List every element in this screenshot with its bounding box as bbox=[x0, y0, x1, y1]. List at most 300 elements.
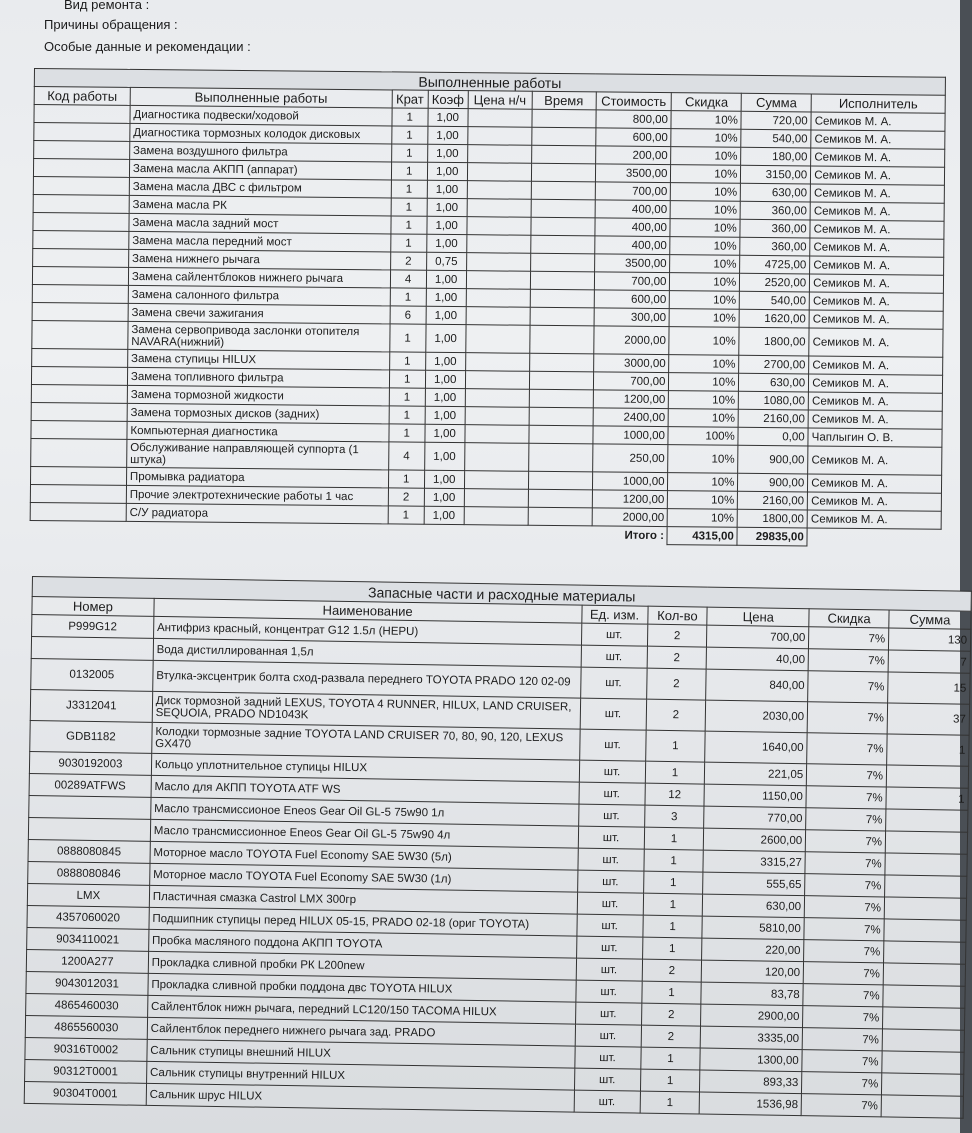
work-executor: Семиков М. А. bbox=[810, 220, 944, 239]
work-krat: 1 bbox=[391, 126, 427, 144]
work-krat: 1 bbox=[391, 180, 427, 198]
work-discount: 100% bbox=[668, 427, 738, 446]
part-price: 5810,00 bbox=[702, 916, 804, 940]
work-time bbox=[529, 425, 593, 444]
part-number: 4865460030 bbox=[26, 993, 148, 1017]
work-executor: Семиков М. А. bbox=[808, 474, 942, 493]
part-quantity: 2 bbox=[642, 959, 702, 982]
work-sum: 540,00 bbox=[741, 129, 811, 148]
work-discount: 10% bbox=[671, 165, 741, 184]
part-sum bbox=[886, 765, 968, 788]
part-unit: шт. bbox=[575, 1002, 641, 1025]
total-empty bbox=[807, 528, 941, 547]
part-sum: 37 bbox=[887, 703, 969, 735]
work-name: Замена масла передний мост bbox=[129, 231, 391, 252]
part-discount: 7% bbox=[808, 649, 888, 672]
part-discount: 7% bbox=[803, 984, 883, 1007]
part-name: Кольцо уплотнительное ступицы HILUX bbox=[151, 753, 579, 782]
work-code bbox=[31, 402, 127, 421]
work-sum: 3150,00 bbox=[741, 165, 811, 184]
part-unit: шт. bbox=[580, 698, 646, 730]
part-unit: шт. bbox=[578, 826, 644, 849]
part-sum: 15 bbox=[888, 672, 970, 704]
work-executor: Семиков М. А. bbox=[811, 166, 945, 185]
work-sum: 0,00 bbox=[738, 427, 808, 446]
work-krat: 1 bbox=[388, 470, 424, 488]
works-column-header: Цена н/ч bbox=[468, 91, 532, 110]
parts-column-header: Кол-во bbox=[647, 606, 707, 625]
work-krat: 1 bbox=[391, 198, 427, 216]
work-krat: 4 bbox=[388, 442, 424, 470]
work-code bbox=[31, 366, 127, 385]
part-number: 90316T0002 bbox=[25, 1037, 147, 1061]
work-name: Обслуживание направляющей суппорта (1 штука) bbox=[127, 439, 389, 470]
work-cost: 3000,00 bbox=[593, 354, 669, 373]
work-discount: 10% bbox=[671, 129, 741, 148]
work-executor: Семиков М. А. bbox=[811, 112, 945, 131]
part-price: 770,00 bbox=[704, 806, 806, 830]
work-executor: Семиков М. А. bbox=[809, 310, 943, 329]
part-sum bbox=[883, 1007, 965, 1030]
work-krat: 1 bbox=[389, 388, 425, 406]
parts-column-header: Скидка bbox=[809, 609, 889, 628]
work-cost: 300,00 bbox=[594, 308, 670, 327]
works-table bbox=[29, 68, 945, 548]
work-koef: 1,00 bbox=[425, 370, 465, 388]
part-quantity: 12 bbox=[645, 783, 705, 806]
work-discount: 10% bbox=[671, 201, 741, 220]
part-quantity: 2 bbox=[646, 699, 706, 731]
work-koef: 1,00 bbox=[425, 406, 465, 424]
part-unit: шт. bbox=[579, 760, 645, 783]
part-unit: шт. bbox=[574, 1046, 640, 1069]
part-unit: шт. bbox=[576, 936, 642, 959]
part-unit: шт. bbox=[578, 848, 644, 871]
works-title: Выполненные работы bbox=[34, 69, 945, 96]
work-sum: 1800,00 bbox=[737, 509, 807, 528]
work-sum: 1080,00 bbox=[739, 391, 809, 410]
work-cost: 2000,00 bbox=[592, 508, 668, 527]
work-discount: 10% bbox=[671, 183, 741, 202]
part-discount: 7% bbox=[809, 627, 889, 650]
work-sum: 2160,00 bbox=[738, 491, 808, 510]
part-unit: шт. bbox=[575, 1024, 641, 1047]
work-cost: 700,00 bbox=[594, 272, 670, 291]
work-time bbox=[529, 389, 593, 408]
part-number bbox=[28, 817, 150, 841]
work-discount: 10% bbox=[669, 327, 739, 356]
work-koef: 1,00 bbox=[426, 234, 466, 252]
work-code bbox=[33, 159, 129, 178]
work-code bbox=[33, 212, 129, 231]
work-code bbox=[30, 484, 126, 503]
work-hour-price bbox=[466, 235, 530, 254]
part-price: 2600,00 bbox=[704, 828, 806, 852]
part-price: 3335,00 bbox=[701, 1026, 803, 1050]
work-koef: 1,00 bbox=[424, 470, 464, 488]
work-cost: 400,00 bbox=[595, 200, 671, 219]
work-koef: 1,00 bbox=[427, 126, 467, 144]
work-executor: Семиков М. А. bbox=[810, 202, 944, 221]
part-price: 893,33 bbox=[700, 1070, 802, 1094]
work-hour-price bbox=[468, 109, 532, 128]
work-executor: Семиков М. А. bbox=[808, 410, 942, 429]
part-number: 9043012031 bbox=[26, 971, 148, 995]
work-time bbox=[529, 325, 593, 354]
part-discount: 7% bbox=[804, 918, 884, 941]
work-cost: 800,00 bbox=[595, 110, 671, 129]
work-hour-price bbox=[464, 471, 528, 490]
work-name: Замена масла АКПП (аппарат) bbox=[129, 159, 391, 180]
work-krat: 1 bbox=[389, 406, 425, 424]
part-discount: 7% bbox=[801, 1094, 881, 1117]
work-koef: 1,00 bbox=[424, 488, 464, 506]
part-price: 1150,00 bbox=[704, 784, 806, 808]
work-code bbox=[32, 302, 128, 321]
part-sum bbox=[882, 1029, 964, 1052]
part-name: Моторное масло TOYOTA Fuel Economy SAE 5W30 (1л) bbox=[149, 863, 577, 892]
part-number: P999G12 bbox=[32, 615, 154, 639]
work-koef: 1,00 bbox=[424, 442, 464, 470]
work-krat: 1 bbox=[389, 352, 425, 370]
part-number: 9030192003 bbox=[29, 751, 151, 775]
part-price: 3315,27 bbox=[703, 850, 805, 874]
work-name: С/У радиатора bbox=[126, 503, 388, 524]
work-krat: 6 bbox=[390, 306, 426, 324]
works-column-header: Сумма bbox=[741, 93, 811, 112]
part-discount: 7% bbox=[802, 1050, 882, 1073]
part-discount: 7% bbox=[806, 808, 886, 831]
work-cost: 200,00 bbox=[595, 146, 671, 165]
part-name: Сальник ступицы внешний HILUX bbox=[147, 1039, 575, 1068]
part-quantity: 1 bbox=[645, 730, 705, 762]
work-name: Прочие электротехнические работы 1 час bbox=[126, 485, 388, 506]
part-name: Колодки тормозные задние TOYOTA LAND CRUISER 70, 80, 90, 120, LEXUS GX470 bbox=[152, 722, 580, 760]
work-hour-price bbox=[467, 145, 531, 164]
parts-column-header: Наименование bbox=[154, 598, 582, 623]
work-discount: 10% bbox=[670, 291, 740, 310]
part-name: Прокладка сливной пробки поддона двс TOYOTA HILUX bbox=[148, 973, 576, 1002]
work-time bbox=[529, 407, 593, 426]
work-hour-price bbox=[465, 353, 529, 372]
work-executor: Семиков М. А. bbox=[807, 510, 941, 529]
work-koef: 1,00 bbox=[427, 198, 467, 216]
work-sum: 1800,00 bbox=[739, 327, 809, 356]
work-name: Замена сервопривода заслонки отопителя NAVARA(нижний) bbox=[128, 321, 390, 352]
work-koef: 1,00 bbox=[425, 324, 465, 352]
part-sum bbox=[884, 919, 966, 942]
work-krat: 1 bbox=[391, 162, 427, 180]
works-column-header: Время bbox=[532, 91, 596, 110]
part-quantity: 1 bbox=[642, 937, 702, 960]
parts-column-header: Ед. изм. bbox=[581, 605, 647, 624]
work-time bbox=[528, 471, 592, 490]
total-discount: 4315,00 bbox=[667, 527, 737, 546]
part-unit: шт. bbox=[579, 782, 645, 805]
parts-column-header: Номер bbox=[32, 597, 154, 617]
part-discount: 7% bbox=[807, 764, 887, 787]
part-quantity: 1 bbox=[643, 871, 703, 894]
part-sum bbox=[885, 853, 967, 876]
part-number: 1200A277 bbox=[26, 949, 148, 973]
part-discount: 7% bbox=[807, 702, 887, 734]
work-krat: 1 bbox=[389, 424, 425, 442]
part-quantity: 1 bbox=[643, 893, 703, 916]
part-name: Прокладка сливной пробки РК L200new bbox=[148, 951, 576, 980]
work-cost: 600,00 bbox=[595, 128, 671, 147]
work-koef: 1,00 bbox=[425, 388, 465, 406]
work-executor: Семиков М. А. bbox=[811, 148, 945, 167]
work-koef: 1,00 bbox=[427, 162, 467, 180]
work-sum: 1620,00 bbox=[739, 309, 809, 328]
work-code bbox=[31, 420, 127, 439]
work-code bbox=[34, 141, 130, 160]
part-name: Подшипник ступицы перед HILUX 05-15, PRADO 02-18 (ориг TOYOTA) bbox=[149, 907, 577, 936]
work-name: Замена тормозных дисков (задних) bbox=[127, 403, 389, 424]
work-discount: 10% bbox=[668, 445, 738, 474]
work-code bbox=[32, 284, 128, 303]
work-name: Замена свечи зажигания bbox=[128, 303, 390, 324]
work-krat: 2 bbox=[388, 488, 424, 506]
part-number: LMX bbox=[27, 883, 149, 907]
work-code bbox=[33, 248, 129, 267]
work-krat: 1 bbox=[389, 370, 425, 388]
work-executor: Семиков М. А. bbox=[808, 446, 942, 475]
works-column-header: Коэф bbox=[428, 90, 468, 108]
work-time bbox=[529, 353, 593, 372]
special-notes-label: Особые данные и рекомендации : bbox=[44, 39, 251, 54]
part-number: 0888080845 bbox=[28, 839, 150, 863]
part-quantity: 1 bbox=[641, 981, 701, 1004]
work-koef: 1,00 bbox=[426, 288, 466, 306]
part-discount: 7% bbox=[804, 896, 884, 919]
work-krat: 2 bbox=[390, 252, 426, 270]
work-name: Диагностика тормозных колодок дисковых bbox=[130, 123, 392, 144]
work-cost: 1000,00 bbox=[592, 426, 668, 445]
work-hour-price bbox=[464, 443, 528, 472]
work-sum: 4725,00 bbox=[740, 255, 810, 274]
work-hour-price bbox=[466, 289, 530, 308]
work-sum: 900,00 bbox=[738, 473, 808, 492]
part-unit: шт. bbox=[580, 667, 646, 699]
part-number: 4865560030 bbox=[25, 1015, 147, 1039]
part-discount: 7% bbox=[802, 1072, 882, 1095]
part-price: 1640,00 bbox=[705, 731, 807, 764]
work-hour-price bbox=[465, 425, 529, 444]
work-name: Замена сайлентблоков нижнего рычага bbox=[128, 267, 390, 288]
parts-title: Запасные части и расходные материалы bbox=[32, 577, 971, 612]
work-executor: Семиков М. А. bbox=[810, 256, 944, 275]
work-cost: 1200,00 bbox=[593, 390, 669, 409]
work-sum: 360,00 bbox=[740, 237, 810, 256]
work-cost: 3500,00 bbox=[594, 254, 670, 273]
total-sum: 29835,00 bbox=[737, 527, 807, 546]
work-code bbox=[31, 466, 127, 485]
work-sum: 360,00 bbox=[740, 201, 810, 220]
part-quantity: 1 bbox=[640, 1069, 700, 1092]
part-discount: 7% bbox=[805, 830, 885, 853]
part-sum: 130 bbox=[889, 628, 971, 651]
work-koef: 1,00 bbox=[427, 180, 467, 198]
work-time bbox=[528, 443, 592, 472]
work-executor: Семиков М. А. bbox=[809, 328, 943, 357]
part-price: 555,65 bbox=[703, 872, 805, 896]
work-code bbox=[32, 320, 128, 349]
work-executor: Чаплыгин О. В. bbox=[808, 428, 942, 447]
part-price: 2900,00 bbox=[701, 1004, 803, 1028]
part-unit: шт. bbox=[581, 623, 647, 646]
works-column-header: Стоимость bbox=[596, 92, 672, 111]
work-discount: 10% bbox=[671, 147, 741, 166]
work-sum: 540,00 bbox=[740, 291, 810, 310]
work-time bbox=[529, 371, 593, 390]
work-name: Замена масла ДВС с фильтром bbox=[129, 177, 391, 198]
work-cost: 700,00 bbox=[595, 182, 671, 201]
work-code bbox=[31, 384, 127, 403]
work-name: Замена ступицы HILUX bbox=[128, 349, 390, 370]
work-discount: 10% bbox=[668, 509, 738, 528]
work-time bbox=[530, 253, 594, 272]
part-sum: 7 bbox=[888, 650, 970, 673]
work-cost: 400,00 bbox=[594, 236, 670, 255]
part-number bbox=[31, 637, 153, 661]
work-code bbox=[33, 176, 129, 195]
part-unit: шт. bbox=[574, 1090, 640, 1113]
part-price: 2030,00 bbox=[706, 700, 808, 733]
work-cost: 1200,00 bbox=[592, 490, 668, 509]
work-name: Замена нижнего рычага bbox=[128, 249, 390, 270]
work-time bbox=[531, 217, 595, 236]
work-executor: Семиков М. А. bbox=[810, 238, 944, 257]
work-sum: 630,00 bbox=[739, 373, 809, 392]
part-name: Антифриз красный, концентрат G12 1.5л (HEPU) bbox=[153, 616, 581, 645]
part-unit: шт. bbox=[577, 870, 643, 893]
part-price: 630,00 bbox=[703, 894, 805, 918]
part-name: Диск тормозной задний LEXUS, TOYOTA 4 RUNNER, HILUX, LAND CRUISER, SEQUOIA, PRADO ND1043K bbox=[152, 691, 580, 729]
reasons-label: Причины обращения : bbox=[44, 17, 178, 32]
part-sum bbox=[883, 963, 965, 986]
part-price: 221,05 bbox=[705, 762, 807, 786]
work-sum: 2160,00 bbox=[738, 409, 808, 428]
work-code bbox=[33, 230, 129, 249]
works-column-header: Исполнитель bbox=[811, 94, 945, 113]
work-name: Замена топливного фильтра bbox=[127, 367, 389, 388]
work-executor: Семиков М. А. bbox=[808, 492, 942, 511]
part-price: 40,00 bbox=[707, 647, 809, 671]
part-quantity: 1 bbox=[640, 1047, 700, 1070]
work-sum: 2520,00 bbox=[740, 273, 810, 292]
work-cost: 600,00 bbox=[594, 290, 670, 309]
work-executor: Семиков М. А. bbox=[808, 392, 942, 411]
work-koef: 0,75 bbox=[426, 252, 466, 270]
work-hour-price bbox=[465, 407, 529, 426]
parts-column-header: Цена bbox=[707, 607, 809, 627]
work-executor: Семиков М. А. bbox=[809, 356, 943, 375]
works-column-header: Скидка bbox=[672, 93, 742, 112]
work-time bbox=[531, 181, 595, 200]
part-discount: 7% bbox=[804, 940, 884, 963]
part-quantity: 1 bbox=[640, 1091, 700, 1114]
work-discount: 10% bbox=[668, 473, 738, 492]
part-number: 90312T0001 bbox=[25, 1059, 147, 1083]
work-time bbox=[530, 307, 594, 326]
work-cost: 2400,00 bbox=[593, 408, 669, 427]
work-time bbox=[531, 163, 595, 182]
part-number: 0132005 bbox=[31, 658, 153, 691]
work-code bbox=[30, 502, 126, 521]
work-hour-price bbox=[464, 507, 528, 526]
work-time bbox=[530, 235, 594, 254]
work-krat: 4 bbox=[390, 270, 426, 288]
part-price: 700,00 bbox=[707, 625, 809, 649]
work-code bbox=[33, 194, 129, 213]
work-krat: 1 bbox=[392, 108, 428, 126]
work-hour-price bbox=[466, 271, 530, 290]
work-koef: 1,00 bbox=[428, 108, 468, 126]
part-name: Масло для АКПП TOYOTA ATF WS bbox=[151, 775, 579, 804]
part-sum bbox=[884, 897, 966, 920]
part-unit: шт. bbox=[577, 914, 643, 937]
part-sum bbox=[885, 831, 967, 854]
part-quantity: 1 bbox=[642, 915, 702, 938]
part-name: Втулка-эксцентрик болта сход-развала переднего TOYOTA PRADO 120 02-09 bbox=[152, 660, 580, 698]
part-sum bbox=[883, 985, 965, 1008]
total-label: Итого : bbox=[624, 529, 665, 542]
part-name: Сайлентблок нижн рычага, передний LC120/150 TACOMA HILUX bbox=[147, 995, 575, 1024]
work-hour-price bbox=[464, 489, 528, 508]
work-krat: 1 bbox=[391, 144, 427, 162]
part-name: Моторное масло TOYOTA Fuel Economy SAE 5W30 (5л) bbox=[150, 841, 578, 870]
work-discount: 10% bbox=[669, 355, 739, 374]
work-name: Замена масла задний мост bbox=[129, 213, 391, 234]
part-quantity: 2 bbox=[646, 668, 706, 700]
part-price: 1536,98 bbox=[700, 1092, 802, 1116]
work-koef: 1,00 bbox=[425, 352, 465, 370]
part-sum bbox=[881, 1095, 963, 1118]
works-column-header: Крат bbox=[392, 90, 428, 108]
part-number: J3312041 bbox=[30, 689, 152, 722]
work-time bbox=[531, 199, 595, 218]
parts-column-header: Сумма bbox=[889, 610, 971, 629]
part-number: GDB1182 bbox=[30, 720, 152, 753]
part-number: 0888080846 bbox=[28, 861, 150, 885]
work-hour-price bbox=[467, 163, 531, 182]
part-number: 90304T0001 bbox=[24, 1081, 146, 1105]
work-hour-price bbox=[467, 127, 531, 146]
part-name: Масло трансмиссионое Eneos Gear Oil GL-5 75w90 1л bbox=[150, 797, 578, 826]
part-sum bbox=[886, 809, 968, 832]
part-name: Пластичная смазка Castrol LMX 300гр bbox=[149, 885, 577, 914]
work-executor: Семиков М. А. bbox=[809, 374, 943, 393]
work-code bbox=[31, 438, 127, 467]
work-code bbox=[32, 348, 128, 367]
work-hour-price bbox=[467, 199, 531, 218]
part-discount: 7% bbox=[807, 733, 887, 765]
work-time bbox=[531, 145, 595, 164]
work-name: Диагностика подвески/ходовой bbox=[130, 105, 392, 126]
work-name: Замена салонного фильтра bbox=[128, 285, 390, 306]
works-column-header: Выполненные работы bbox=[130, 87, 392, 108]
part-discount: 7% bbox=[803, 962, 883, 985]
part-price: 120,00 bbox=[702, 960, 804, 984]
part-name: Вода дистиллированная 1,5л bbox=[153, 638, 581, 667]
work-krat: 1 bbox=[391, 216, 427, 234]
part-number: 4357060020 bbox=[27, 905, 149, 929]
work-discount: 10% bbox=[670, 255, 740, 274]
work-executor: Семиков М. А. bbox=[810, 184, 944, 203]
part-unit: шт. bbox=[577, 892, 643, 915]
part-price: 83,78 bbox=[701, 982, 803, 1006]
